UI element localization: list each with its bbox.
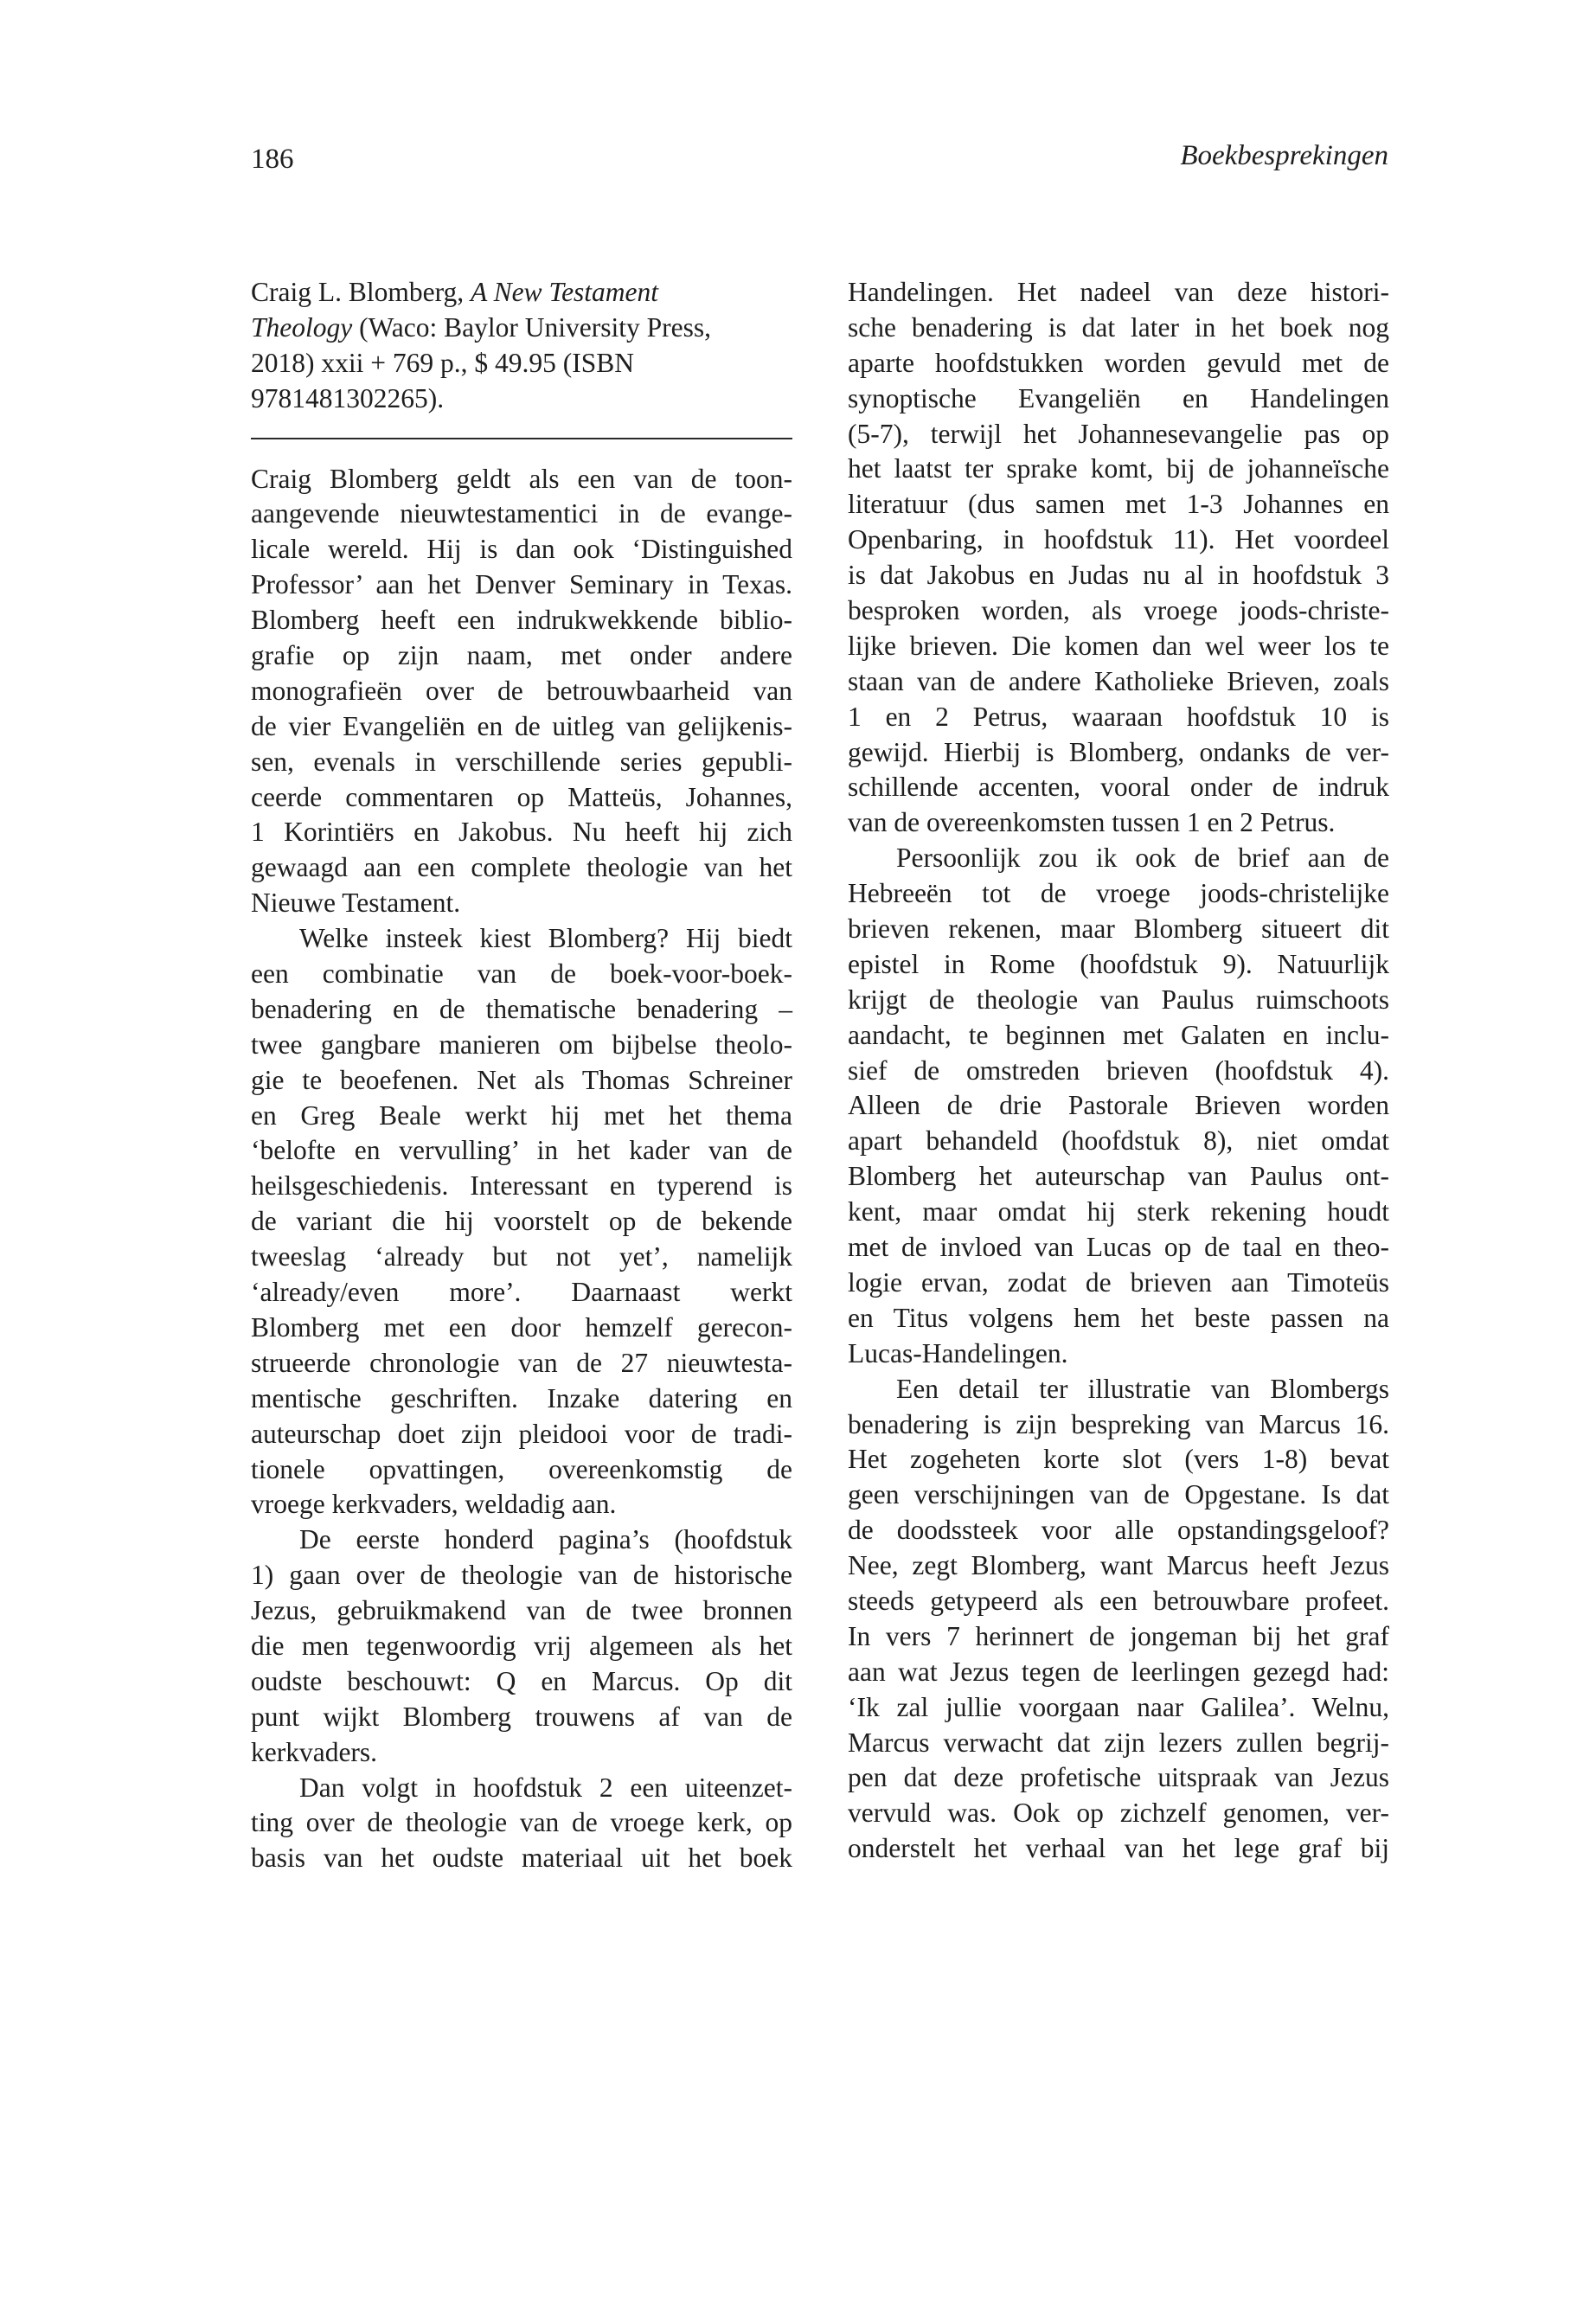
- text-line: Professor’ aan het Denver Seminary in Texas.: [251, 569, 792, 600]
- text-line: punt wijkt Blomberg trouwens af van de: [251, 1701, 792, 1732]
- text-line: Lucas-Handelingen.: [848, 1337, 1068, 1368]
- text-line: geen verschijningen van de Opgestane. Is dat: [848, 1479, 1389, 1510]
- text-line: de vier Evangeliën en de uitleg van gelijkenis-: [251, 710, 792, 741]
- text-line: apart behandeld (hoofdstuk 8), niet omdat: [848, 1125, 1389, 1157]
- text-line: lijke brieven. Die komen dan wel weer los te: [848, 630, 1389, 661]
- text-line: Hebreeën tot de vroege joods-christelijke: [848, 878, 1389, 909]
- text-line: synoptische Evangeliën en Handelingen: [848, 382, 1389, 413]
- book-title: A New Testament: [471, 277, 659, 307]
- text-line: ‘already/even more’. Daarnaast werkt: [251, 1277, 792, 1308]
- text-line: sen, evenals in verschillende series gepubli-: [251, 746, 792, 777]
- text-line: 1 Korintiërs en Jakobus. Nu heeft hij zich: [251, 817, 792, 848]
- text-line: strueerde chronologie van de 27 nieuwtesta-: [251, 1347, 792, 1378]
- text-line: epistel in Rome (hoofdstuk 9). Natuurlijk: [848, 948, 1389, 979]
- paragraph: [848, 841, 1389, 1371]
- review-body-left: [251, 462, 792, 1877]
- divider-rule: [251, 438, 792, 439]
- text-line: het laatst ter sprake komt, bij de johanneïsche: [848, 453, 1389, 484]
- text-line: en Titus volgens hem het beste passen na: [848, 1302, 1389, 1333]
- text-line: sche benadering is dat later in het boek nog: [848, 311, 1389, 343]
- text-line: de variant die hij voorstelt op de bekende: [251, 1206, 792, 1237]
- text-line: sief de omstreden brieven (hoofdstuk 4).: [848, 1054, 1389, 1086]
- text-line: Nee, zegt Blomberg, want Marcus heeft Jezus: [848, 1550, 1389, 1581]
- text-line: Welke insteek kiest Blomberg? Hij biedt: [299, 923, 792, 954]
- text-line: die men tegenwoordig vrij algemeen als het: [251, 1630, 792, 1661]
- text-line: van de overeenkomsten tussen 1 en 2 Petrus.: [848, 807, 1336, 838]
- text-line: Jezus, gebruikmakend van de twee bronnen: [251, 1595, 792, 1626]
- text-line: heilsgeschiedenis. Interessant en typerend is: [251, 1170, 792, 1202]
- text-line: auteurschap doet zijn pleidooi voor de tradi-: [251, 1418, 792, 1449]
- text-line: Nieuwe Testament.: [251, 888, 461, 919]
- text-line: steeds getypeerd als een betrouwbare profeet.: [848, 1585, 1389, 1616]
- text-line: krijgt de theologie van Paulus ruimschoots: [848, 984, 1389, 1015]
- text-line: logie ervan, zodat de brieven aan Timoteüs: [848, 1266, 1389, 1298]
- text-line: grafie op zijn naam, met onder andere: [251, 640, 792, 671]
- text-line: kent, maar omdat hij sterk rekening houdt: [848, 1196, 1389, 1227]
- text-line: vervuld was. Ook op zichzelf genomen, ver-: [848, 1798, 1389, 1829]
- text-line: ‘Ik zal jullie voorgaan naar Galilea’. Welnu,: [848, 1691, 1389, 1722]
- text-line: ‘belofte en vervulling’ in het kader van de: [251, 1135, 792, 1166]
- left-column: [251, 275, 792, 1876]
- text-line: mentische geschriften. Inzake datering en: [251, 1382, 792, 1413]
- text-line: twee gangbare manieren om bijbelse theolo-: [251, 1029, 792, 1060]
- paragraph: [251, 921, 792, 1522]
- paragraph: [251, 462, 792, 922]
- text-line: een combinatie van de boek-voor-boek-: [251, 958, 792, 990]
- bibliographic-entry: [251, 275, 792, 417]
- paragraph: [251, 1522, 792, 1770]
- bib-line: [251, 311, 792, 346]
- publication-info: (Waco: Baylor University Press,: [352, 311, 711, 343]
- text-line: De eerste honderd pagina’s (hoofdstuk: [299, 1524, 792, 1555]
- text-line: aandacht, te beginnen met Galaten en inclu-: [848, 1019, 1389, 1050]
- text-line: licale wereld. Hij is dan ook ‘Distinguished: [251, 534, 792, 565]
- review-body-right: [848, 275, 1389, 1867]
- text-line: kerkvaders.: [251, 1736, 378, 1767]
- paragraph: [251, 1771, 792, 1877]
- text-line: tionele opvattingen, overeenkomstig de: [251, 1453, 792, 1484]
- text-line: ting over de theologie van de vroege kerk, op: [251, 1807, 792, 1838]
- text-line: gie te beoefenen. Net als Thomas Schreiner: [251, 1064, 792, 1095]
- text-line: oudste beschouwt: Q en Marcus. Op dit: [251, 1665, 792, 1696]
- text-line: Openbaring, in hoofdstuk 11). Het voordeel: [848, 524, 1389, 555]
- text-line: Handelingen. Het nadeel van deze histori-: [848, 277, 1389, 307]
- text-line: gewijd. Hierbij is Blomberg, ondanks de ver-: [848, 736, 1389, 767]
- text-line: aangevende nieuwtestamentici in de evange-: [251, 498, 792, 529]
- text-line: Persoonlijk zou ik ook de brief aan de: [896, 843, 1389, 874]
- text-line: met de invloed van Lucas op de taal en theo-: [848, 1232, 1389, 1263]
- text-line: Marcus verwacht dat zijn lezers zullen begrij-: [848, 1727, 1389, 1758]
- text-line: aan wat Jezus tegen de leerlingen gezegd had:: [848, 1656, 1389, 1687]
- text-line: is dat Jakobus en Judas nu al in hoofdstuk 3: [848, 560, 1389, 591]
- paragraph: [848, 275, 1389, 841]
- page-number: 186: [251, 144, 294, 175]
- text-line: de doodssteek voor alle opstandingsgeloof?: [848, 1515, 1389, 1546]
- text-line: Alleen de drie Pastorale Brieven worden: [848, 1090, 1389, 1121]
- text-line: aparte hoofdstukken worden gevuld met de: [848, 347, 1389, 378]
- text-line: tweeslag ‘already but not yet’, namelijk: [251, 1241, 792, 1272]
- book-author: Craig L. Blomberg,: [251, 277, 471, 307]
- text-line: benadering en de thematische benadering –: [251, 993, 792, 1024]
- text-line: Dan volgt in hoofdstuk 2 een uiteenzet-: [299, 1772, 792, 1803]
- paragraph: [848, 1372, 1389, 1867]
- running-head: Boekbesprekingen: [1180, 140, 1388, 171]
- text-line: Craig Blomberg geldt als een van de toon-: [251, 463, 792, 494]
- text-line: besproken worden, als vroege joods-christe-: [848, 595, 1389, 626]
- bib-line: 9781481302265).: [251, 382, 445, 413]
- text-line: schillende accenten, vooral onder de indruk: [848, 772, 1389, 803]
- text-line: basis van het oudste materiaal uit het boek: [251, 1843, 792, 1874]
- text-line: staan van de andere Katholieke Brieven, zoals: [848, 665, 1389, 696]
- text-line: monografieën over de betrouwbaarheid van: [251, 675, 792, 706]
- text-line: onderstelt het verhaal van het lege graf bij: [848, 1833, 1389, 1864]
- text-line: gewaagd aan een complete theologie van het: [251, 852, 792, 883]
- text-line: (5-7), terwijl het Johannesevangelie pas op: [848, 418, 1389, 449]
- text-line: Blomberg het auteurschap van Paulus ont-: [848, 1161, 1389, 1192]
- text-line: brieven rekenen, maar Blomberg situeert dit: [848, 913, 1389, 945]
- text-line: 1 en 2 Petrus, waaraan hoofdstuk 10 is: [848, 701, 1389, 732]
- text-line: Blomberg heeft een indrukwekkende biblio-: [251, 605, 792, 636]
- text-line: 1) gaan over de theologie van de historische: [251, 1560, 792, 1591]
- right-column: [848, 275, 1389, 1867]
- text-line: ceerde commentaren op Matteüs, Johannes,: [251, 781, 792, 812]
- text-line: literatuur (dus samen met 1-3 Johannes en: [848, 489, 1389, 520]
- text-line: benadering is zijn bespreking van Marcus 16.: [848, 1408, 1389, 1439]
- text-line: pen dat deze profetische uitspraak van Jezus: [848, 1762, 1389, 1793]
- bib-line: [251, 275, 792, 311]
- text-line: Een detail ter illustratie van Blombergs: [896, 1373, 1389, 1404]
- text-line: Het zogeheten korte slot (vers 1-8) bevat: [848, 1444, 1389, 1475]
- text-line: In vers 7 herinnert de jongeman bij het graf: [848, 1620, 1389, 1651]
- bib-line: 2018) xxii + 769 p., $ 49.95 (ISBN: [251, 347, 635, 378]
- text-line: en Greg Beale werkt hij met het thema: [251, 1099, 792, 1131]
- text-line: Blomberg met een door hemzelf gerecon-: [251, 1311, 792, 1343]
- book-title: Theology: [251, 311, 353, 343]
- text-line: vroege kerkvaders, weldadig aan.: [251, 1489, 617, 1520]
